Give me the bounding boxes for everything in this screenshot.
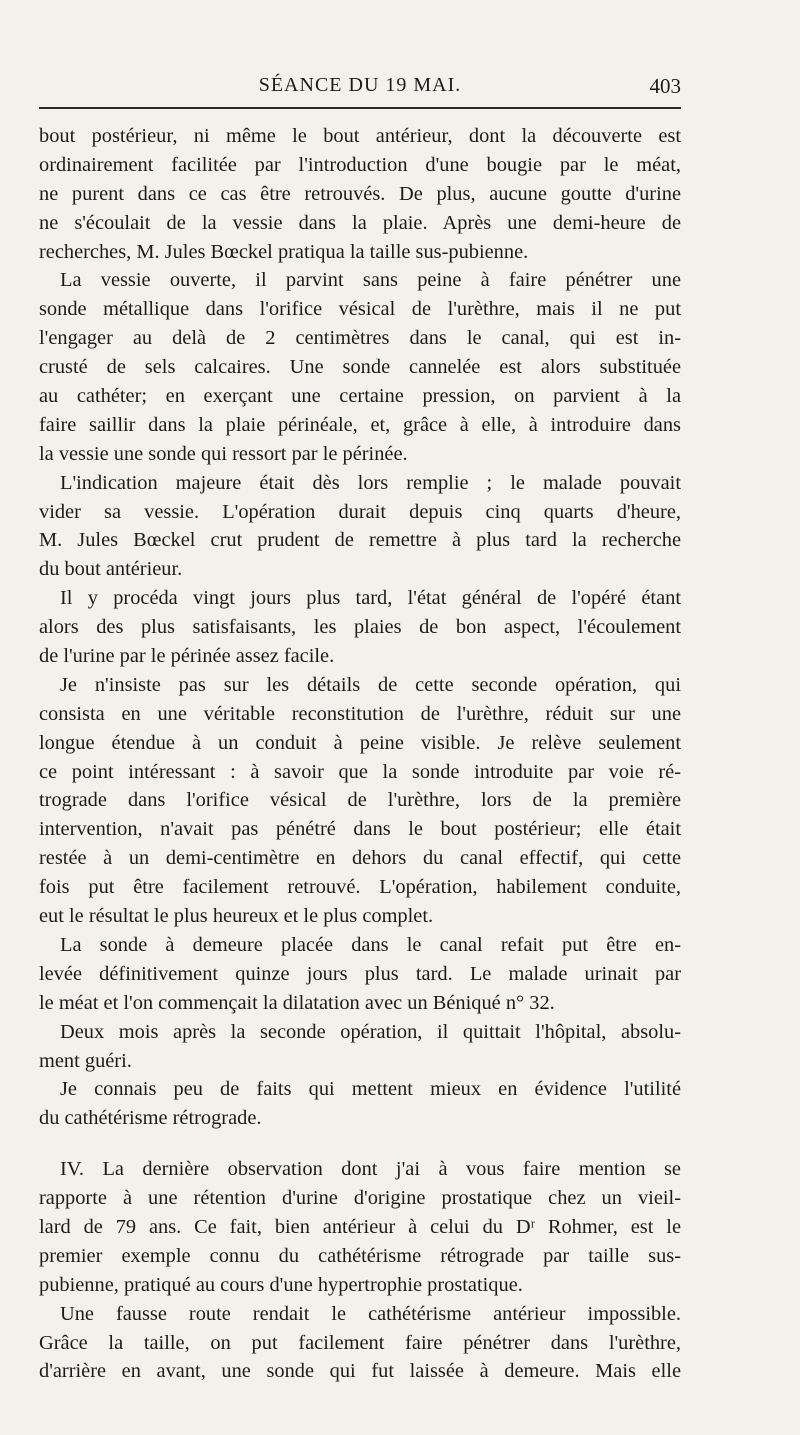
text-line: La vessie ouverte, il parvint sans peine à faire pénétrer une bbox=[60, 269, 681, 292]
text-line: sonde métallique dans l'orifice vésical de l'urèthre, mais il ne put bbox=[39, 298, 681, 321]
text-line: Il y procéda vingt jours plus tard, l'état général de l'opéré étant bbox=[60, 587, 681, 610]
running-title: SÉANCE DU 19 MAI. bbox=[258, 74, 462, 96]
text-line: vider sa vessie. L'opération durait depuis cinq quarts d'heure, bbox=[39, 500, 681, 523]
text-line: Je connais peu de faits qui mettent mieux en évidence l'utilité bbox=[60, 1078, 681, 1101]
text-line: de l'urine par le périnée assez facile. bbox=[39, 645, 335, 668]
text-line: recherches, M. Jules Bœckel pratiqua la taille sus-pubienne. bbox=[39, 240, 529, 263]
section-gap bbox=[39, 1133, 681, 1155]
text-line: consista en une véritable reconstitution de l'urèthre, réduit sur une bbox=[39, 702, 681, 725]
text-line: lard de 79 ans. Ce fait, bien antérieur à celui du Dʳ Rohmer, est le bbox=[39, 1215, 681, 1238]
text-line: Une fausse route rendait le cathétérisme antérieur impossible. bbox=[60, 1302, 681, 1325]
text-line: Je n'insiste pas sur les détails de cette seconde opération, qui bbox=[60, 673, 681, 696]
text-line: la vessie une sonde qui ressort par le périnée. bbox=[39, 442, 408, 465]
body-text bbox=[39, 122, 681, 1386]
page-number: 403 bbox=[649, 74, 681, 98]
text-line: eut le résultat le plus heureux et le plus complet. bbox=[39, 905, 434, 928]
text-line: du bout antérieur. bbox=[39, 558, 183, 581]
header-rule bbox=[39, 107, 681, 109]
text-line: Grâce la taille, on put facilement faire pénétrer dans l'urèthre, bbox=[39, 1331, 681, 1354]
text-line: ne purent dans ce cas être retrouvés. De plus, aucune goutte d'urine bbox=[39, 182, 681, 205]
text-line: du cathétérisme rétrograde. bbox=[39, 1107, 262, 1130]
text-line: d'arrière en avant, une sonde qui fut laissée à demeure. Mais elle bbox=[39, 1360, 681, 1383]
page-header bbox=[39, 74, 681, 102]
text-line: trograde dans l'orifice vésical de l'urèthre, lors de la première bbox=[39, 789, 681, 812]
text-line: bout postérieur, ni même le bout antérieur, dont la découverte est bbox=[39, 125, 681, 147]
text-line: rapporte à une rétention d'urine d'origine prostatique chez un vieil- bbox=[39, 1187, 681, 1210]
text-line: alors des plus satisfaisants, les plaies de bon aspect, l'écoulement bbox=[39, 616, 681, 639]
text-line: fois put être facilement retrouvé. L'opération, habilement conduite, bbox=[39, 876, 681, 899]
text-line: au cathéter; en exerçant une certaine pression, on parvient à la bbox=[39, 385, 681, 408]
text-line: intervention, n'avait pas pénétré dans le bout postérieur; elle était bbox=[39, 818, 681, 841]
text-line: premier exemple connu du cathétérisme rétrograde par taille sus- bbox=[39, 1244, 681, 1267]
text-line: l'engager au delà de 2 centimètres dans le canal, qui est in- bbox=[39, 327, 681, 350]
text-line: restée à un demi-centimètre en dehors du canal effectif, qui cette bbox=[39, 847, 681, 870]
text-line: crusté de sels calcaires. Une sonde cannelée est alors substituée bbox=[39, 356, 681, 379]
text-line: longue étendue à un conduit à peine visible. Je relève seulement bbox=[39, 731, 681, 754]
text-line: ordinairement facilitée par l'introduction d'une bougie par le méat, bbox=[39, 153, 681, 176]
text-line: pubienne, pratiqué au cours d'une hypertrophie prostatique. bbox=[39, 1273, 523, 1296]
text-line: levée définitivement quinze jours plus tard. Le malade urinait par bbox=[39, 962, 681, 985]
text-line: le méat et l'on commençait la dilatation avec un Béniqué n° 32. bbox=[39, 991, 555, 1014]
text-line: ment guéri. bbox=[39, 1049, 132, 1072]
text-line: IV. La dernière observation dont j'ai à vous faire mention se bbox=[60, 1158, 681, 1181]
text-line: ce point intéressant : à savoir que la sonde introduite par voie ré- bbox=[39, 760, 681, 783]
text-line: La sonde à demeure placée dans le canal refait put être en- bbox=[60, 933, 681, 956]
text-line: M. Jules Bœckel crut prudent de remettre à plus tard la recherche bbox=[39, 529, 681, 552]
text-line: L'indication majeure était dès lors remplie ; le malade pouvait bbox=[60, 471, 681, 494]
text-line: Deux mois après la seconde opération, il quittait l'hôpital, absolu- bbox=[60, 1020, 681, 1043]
text-line: ne s'écoulait de la vessie dans la plaie. Après une demi-heure de bbox=[39, 211, 681, 234]
text-line: faire saillir dans la plaie périnéale, et, grâce à elle, à introduire dans bbox=[39, 413, 681, 436]
